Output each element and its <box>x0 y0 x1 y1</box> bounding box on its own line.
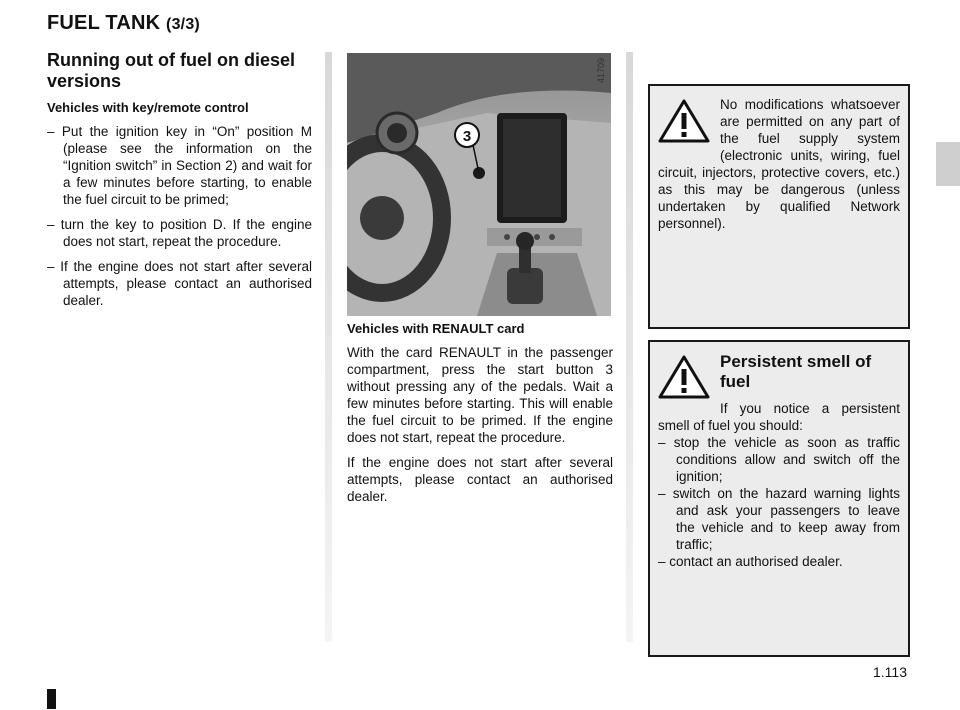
section-subheading: Vehicles with key/remote control <box>47 100 249 115</box>
paragraph: If the engine does not start after several attempts, please contact an authorised dealer. <box>347 455 613 504</box>
warning-intro: If you notice a persistent smell of fuel you should: <box>658 401 900 433</box>
section-tab <box>936 142 960 186</box>
paragraph: With the card RENAULT in the passenger compartment, press the start button 3 without pressing any of the pedals. Wait a few minutes before starting. This will enable the fuel circuit to be primed. If the engine does not start, repeat the procedure. <box>347 345 613 445</box>
warning-title: Persistent smell of fuel <box>720 352 872 391</box>
warning-text: No modifications whatsoever are permitted on any part of the fuel supply system (electronic units, wiring, fuel circuit, injectors, protective covers, etc.) as this may be dangerous (unless undertaken by qualified Network personnel). <box>658 97 900 231</box>
left-column <box>47 50 312 317</box>
column-divider-left <box>325 52 332 642</box>
section-heading: Running out of fuel on diesel versions <box>47 50 295 91</box>
title-part: (3/3) <box>166 16 200 33</box>
page-title <box>47 12 200 35</box>
list-item: – contact an authorised dealer. <box>658 554 843 569</box>
column-divider-right <box>626 52 633 642</box>
list-item: – If the engine does not start after several attempts, please contact an authorised dealer. <box>47 259 312 308</box>
page-number: 1.113 <box>873 664 907 680</box>
warning-box-modifications <box>648 84 910 329</box>
list-item: – stop the vehicle as soon as traffic conditions allow and switch off the ignition; <box>658 435 900 484</box>
list-item: – turn the key to position D. If the engine does not start, repeat the procedure. <box>47 217 312 249</box>
list-item: – switch on the hazard warning lights and ask your passengers to leave the vehicle and to keep away from traffic; <box>658 486 900 552</box>
middle-column <box>347 321 613 513</box>
title-text: FUEL TANK <box>47 12 161 34</box>
callout-label: 3 <box>462 128 472 145</box>
dashboard-illustration <box>347 53 611 316</box>
dashboard-photo <box>347 53 611 316</box>
corner-mark <box>47 689 56 709</box>
warning-triangle-icon <box>658 354 710 400</box>
list-item: – Put the ignition key in “On” position M (please see the information on the “Ignition switch” in Section 2) and wait for a few minutes before starting, to enable the fuel circuit to be primed; <box>47 124 312 207</box>
warning-triangle-icon <box>658 98 710 144</box>
warning-box-fuel-smell <box>648 340 910 657</box>
figure-reference: 41709 <box>596 58 606 84</box>
section-subheading: Vehicles with RENAULT card <box>347 321 525 336</box>
